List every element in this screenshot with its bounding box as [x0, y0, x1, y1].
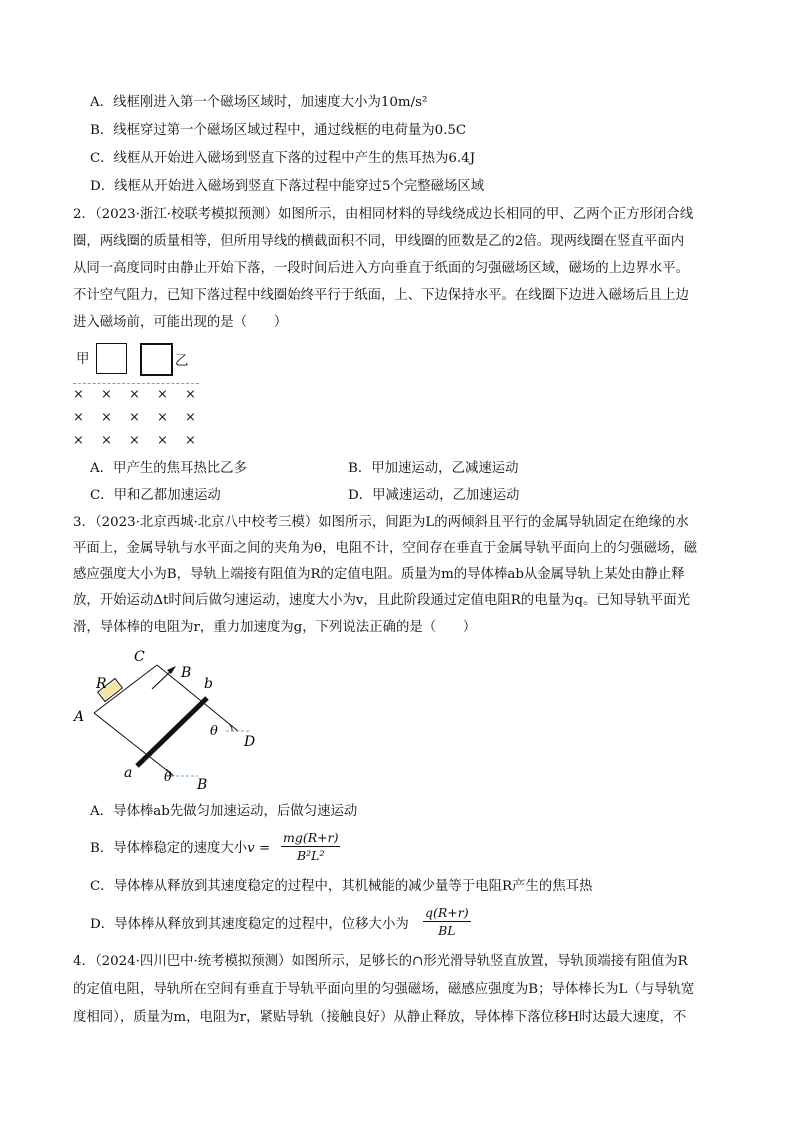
resistor-label: R: [96, 676, 107, 692]
q4-stem-line: 4．（2024·四川巴中·统考模拟预测）如图所示，足够长的∩形光滑导轨竖直放置，导轨顶端接有阻值为R: [73, 954, 688, 969]
coil-jia: [96, 343, 127, 374]
coil-yi: [140, 343, 173, 376]
q3-stem-line: 滑，导体棒的电阻为r，重力加速度为g，下列说法正确的是（ ）: [73, 620, 477, 635]
q3-stem-line: 放，开始运动Δt时间后做匀速运动，速度大小为v，且此阶段通过定值电阻R的电量为q。已知导轨平面光: [73, 593, 691, 608]
point-b-label: B: [197, 777, 208, 793]
q1-option-b: B．线框穿过第一个磁场区域过程中，通过线框的电荷量为0.5C: [90, 123, 467, 138]
q4-stem-line: 度相同），质量为m，电阻为r，紧贴导轨（接触良好）从静止释放，导体棒下落位移H时达最大速度，不: [73, 1010, 687, 1025]
q2-option-b: B．甲加速运动，乙减速运动: [348, 461, 519, 476]
rail-cd: [157, 665, 238, 731]
q3-option-c: C．导体棒从释放到其速度稳定的过程中，其机械能的减少量等于电阻R产生的焦耳热: [90, 879, 593, 894]
q3-option-b: [90, 839, 270, 859]
q2-option-d: D．甲减速运动，乙加速运动: [348, 488, 520, 503]
coil-label-jia: 甲: [76, 352, 90, 367]
coil-label-yi: 乙: [175, 354, 189, 369]
q3-stem-line: 感应强度大小为B，导轨上端接有阻值为R的定值电阻。质量为m的导体棒ab从金属导轨上某处由静止释: [73, 567, 685, 582]
q4-stem-line: 的定值电阻，导轨所在空间有垂直于导轨平面向里的匀强磁场，磁感应强度为B；导体棒长为L（与导轨宽: [73, 982, 695, 997]
magnetic-field-boundary: [73, 383, 199, 384]
q3-option-d: D．导体棒从释放到其速度稳定的过程中，位移大小为: [90, 917, 409, 932]
q2-stem-line: 进入磁场前，可能出现的是（ ）: [73, 315, 288, 330]
q1-option-c: C．线框从开始进入磁场到竖直下落的过程中产生的焦耳热为6.4J: [90, 151, 476, 166]
q2-stem-line: 圈，两线圈的质量相等，但所用导线的横截面积不同，甲线圈的匝数是乙的2倍。现两线圈在竖直平面内: [73, 234, 685, 249]
q3-stem-line: 平面上，金属导轨与水平面之间的夹角为θ，电阻不计，空间存在垂直于金属导轨平面向上的匀强磁场，磁: [73, 541, 698, 556]
velocity-symbol: v: [247, 841, 255, 856]
field-crosses-row: × × × × ×: [73, 387, 196, 402]
velocity-fraction: [281, 830, 340, 863]
field-b-label: B: [181, 665, 192, 681]
q3-option-a: A．导体棒ab先做匀加速运动，后做匀速运动: [90, 804, 358, 819]
field-crosses-row: × × × × ×: [73, 410, 196, 425]
point-c-label: C: [134, 649, 145, 665]
angle-theta-label: θ: [210, 724, 218, 739]
bar-end-b-label: b: [204, 676, 213, 692]
q3-stem-line: 3．（2023·北京西城·北京八中校考三模）如图所示，间距为L的两倾斜且平行的金属导轨固定在绝缘的水: [73, 515, 689, 530]
fraction-numerator: mg(R+r): [283, 830, 339, 845]
bar-end-a-label: a: [124, 765, 133, 781]
equals-sign: =: [254, 841, 271, 856]
fraction-denominator: BL: [438, 923, 456, 938]
q2-option-a: A．甲产生的焦耳热比乙多: [90, 461, 247, 476]
q2-stem-line: 从同一高度同时由静止开始下落，一段时间后进入方向垂直于纸面的匀强磁场区域，磁场的上边界水平。: [73, 261, 689, 276]
option-b-text: B．导体棒稳定的速度大小: [90, 841, 248, 856]
q2-option-c: C．甲和乙都加速运动: [90, 488, 221, 503]
fraction-denominator: B²L²: [296, 848, 325, 863]
fraction-numerator: q(R+r): [425, 905, 469, 920]
field-crosses-row: × × × × ×: [73, 433, 196, 448]
conductor-bar-ab: [137, 698, 207, 766]
point-a-label: A: [74, 709, 85, 725]
q3-rail-figure: [66, 645, 276, 795]
displacement-fraction: [423, 905, 471, 938]
q1-option-d: D．线框从开始进入磁场到竖直下落过程中能穿过5个完整磁场区域: [90, 179, 485, 194]
point-d-label: D: [244, 734, 256, 750]
angle-theta-label: θ: [164, 770, 172, 785]
q2-stem-line: 不计空气阻力，已知下落过程中线圈始终平行于纸面，上、下边保持水平。在线圈下边进入磁场后且上边: [73, 288, 689, 303]
q1-option-a: A．线框刚进入第一个磁场区域时，加速度大小为10m/s²: [90, 95, 428, 110]
q2-stem-line: 2．（2023·浙江·校联考模拟预测）如图所示，由相同材料的导线绕成边长相同的甲、乙两个正方形闭合线: [73, 207, 694, 222]
